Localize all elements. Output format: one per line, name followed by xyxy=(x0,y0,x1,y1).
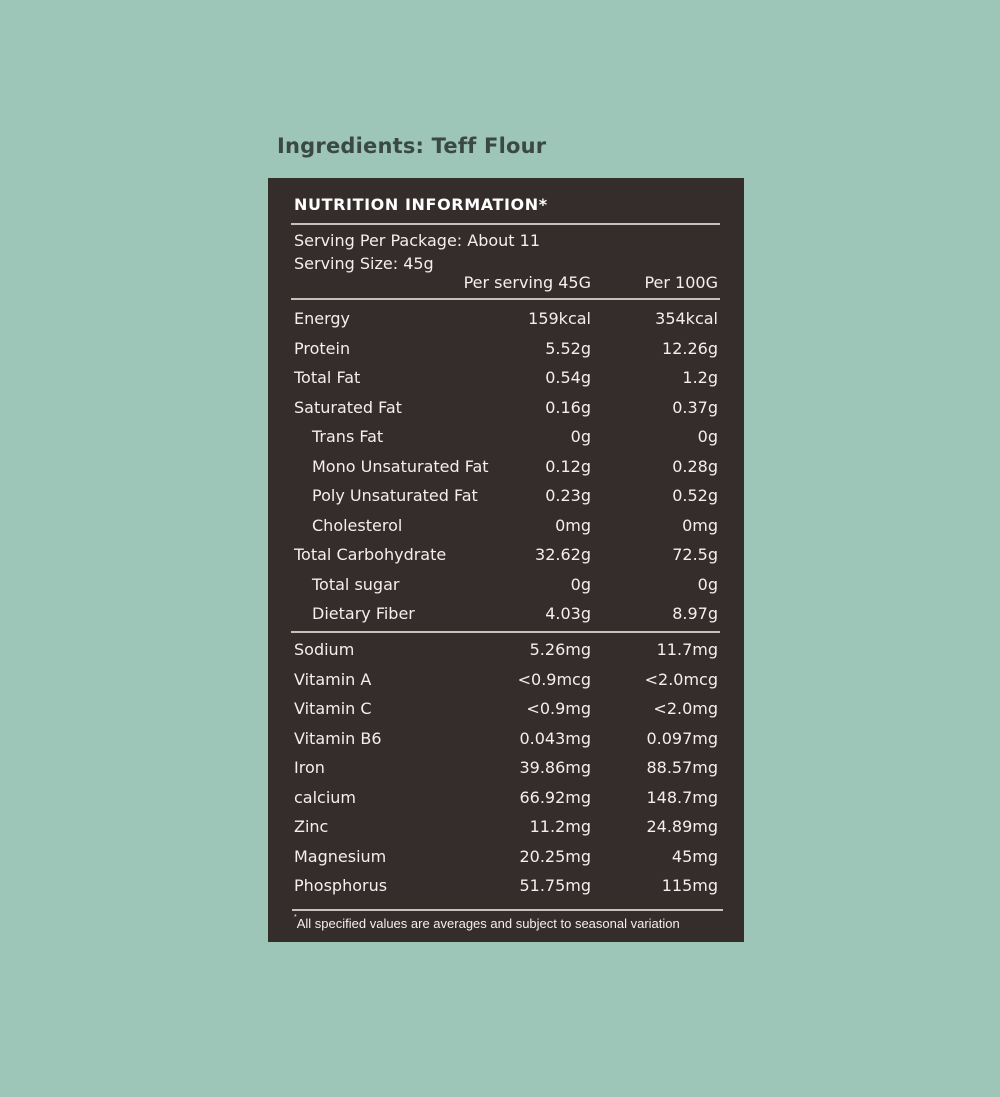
nutrient-row xyxy=(268,665,744,695)
value-per-serving: 0g xyxy=(570,427,591,446)
value-per-100g: 11.7mg xyxy=(656,640,718,659)
nutrient-name: Magnesium xyxy=(294,846,387,866)
value-per-serving: 0.12g xyxy=(545,456,591,476)
value-per-100g: 115mg xyxy=(661,876,718,895)
value-per-100g: 148.7mg xyxy=(646,787,718,807)
nutrient-row xyxy=(268,724,744,754)
divider xyxy=(291,223,720,225)
nutrient-row xyxy=(268,304,744,334)
nutrient-name: Total Carbohydrate xyxy=(294,545,447,564)
value-per-serving: 66.92mg xyxy=(519,787,591,807)
footnote-text: All specified values are averages and subject to seasonal variation xyxy=(296,916,680,931)
value-per-100g: 0.097mg xyxy=(646,728,718,748)
value-per-serving: 4.03g xyxy=(545,604,591,623)
value-per-serving: 51.75mg xyxy=(519,876,591,895)
nutrient-name: Poly Unsaturated Fat xyxy=(312,486,478,505)
value-per-serving: 39.86mg xyxy=(519,758,591,777)
value-per-100g: <2.0mcg xyxy=(644,669,718,689)
nutrient-name: Energy xyxy=(294,309,351,328)
nutrient-name: Sodium xyxy=(294,640,355,659)
nutrient-row xyxy=(268,422,744,452)
value-per-serving: 32.62g xyxy=(535,545,591,564)
nutrient-row xyxy=(268,753,744,783)
nutrient-name: Vitamin A xyxy=(294,669,372,689)
footnote-mark: * xyxy=(294,914,297,921)
value-per-100g: 0g xyxy=(697,427,718,446)
value-per-serving: 5.52g xyxy=(545,338,591,358)
value-per-100g: 1.2g xyxy=(682,368,718,387)
nutrient-name: Vitamin C xyxy=(294,699,372,718)
nutrient-name: Total Fat xyxy=(294,368,361,387)
value-per-serving: 5.26mg xyxy=(529,640,591,659)
nutrient-row xyxy=(268,842,744,872)
value-per-100g: 0mg xyxy=(682,515,718,535)
value-per-100g: 45mg xyxy=(671,846,718,866)
nutrient-row xyxy=(268,783,744,813)
serving-size: Serving Size: 45g xyxy=(294,254,434,273)
value-per-100g: 72.5g xyxy=(672,545,718,564)
value-per-serving: 0g xyxy=(570,574,591,594)
value-per-serving: <0.9mcg xyxy=(517,669,591,689)
nutrient-row xyxy=(268,481,744,511)
value-per-100g: 0.52g xyxy=(672,486,718,505)
nutrition-panel xyxy=(268,178,744,942)
nutrition-heading: NUTRITION INFORMATION* xyxy=(294,195,548,214)
nutrient-row xyxy=(268,393,744,423)
nutrient-name: Protein xyxy=(294,338,351,358)
micro-nutrient-list xyxy=(268,635,744,901)
nutrient-row xyxy=(268,871,744,901)
serving-per-package: Serving Per Package: About 11 xyxy=(294,231,541,250)
page-title: Ingredients: Teff Flour xyxy=(277,134,547,158)
value-per-100g: 0.28g xyxy=(672,456,718,476)
divider xyxy=(292,909,723,911)
nutrient-name: Saturated Fat xyxy=(294,397,402,417)
value-per-100g: 8.97g xyxy=(672,604,718,623)
value-per-serving: 0.23g xyxy=(545,486,591,505)
value-per-100g: <2.0mg xyxy=(653,699,718,718)
nutrient-name: Cholesterol xyxy=(312,515,403,535)
value-per-serving: 0.043mg xyxy=(519,728,591,748)
nutrient-name: Total sugar xyxy=(312,574,400,594)
value-per-100g: 24.89mg xyxy=(646,817,718,836)
divider xyxy=(291,631,720,633)
value-per-100g: 12.26g xyxy=(662,338,718,358)
nutrient-row xyxy=(268,363,744,393)
column-header-per-100g: Per 100G xyxy=(644,273,718,292)
column-header-per-serving: Per serving 45G xyxy=(463,273,591,292)
nutrient-row xyxy=(268,570,744,600)
nutrient-name: Zinc xyxy=(294,817,329,836)
nutrient-name: Iron xyxy=(294,758,325,777)
nutrient-name: Mono Unsaturated Fat xyxy=(312,456,489,476)
nutrient-name: Dietary Fiber xyxy=(312,604,415,623)
value-per-serving: 20.25mg xyxy=(519,846,591,866)
value-per-serving: 0mg xyxy=(555,515,591,535)
value-per-100g: 354kcal xyxy=(655,309,718,328)
value-per-serving: <0.9mg xyxy=(526,699,591,718)
nutrient-row xyxy=(268,511,744,541)
nutrient-row xyxy=(268,812,744,842)
nutrient-name: calcium xyxy=(294,787,357,807)
value-per-100g: 0.37g xyxy=(672,397,718,417)
value-per-serving: 11.2mg xyxy=(529,817,591,836)
value-per-serving: 159kcal xyxy=(528,309,591,328)
nutrient-name: Trans Fat xyxy=(312,427,384,446)
macro-nutrient-list xyxy=(268,304,744,629)
nutrient-row xyxy=(268,540,744,570)
nutrient-row xyxy=(268,599,744,629)
nutrient-row xyxy=(268,334,744,364)
value-per-100g: 0g xyxy=(697,574,718,594)
value-per-100g: 88.57mg xyxy=(646,758,718,777)
nutrient-name: Vitamin B6 xyxy=(294,728,382,748)
value-per-serving: 0.16g xyxy=(545,397,591,417)
nutrient-row xyxy=(268,694,744,724)
nutrient-row xyxy=(268,452,744,482)
nutrient-name: Phosphorus xyxy=(294,876,388,895)
nutrient-row xyxy=(268,635,744,665)
value-per-serving: 0.54g xyxy=(545,368,591,387)
footnote xyxy=(294,916,680,931)
divider xyxy=(291,298,720,300)
